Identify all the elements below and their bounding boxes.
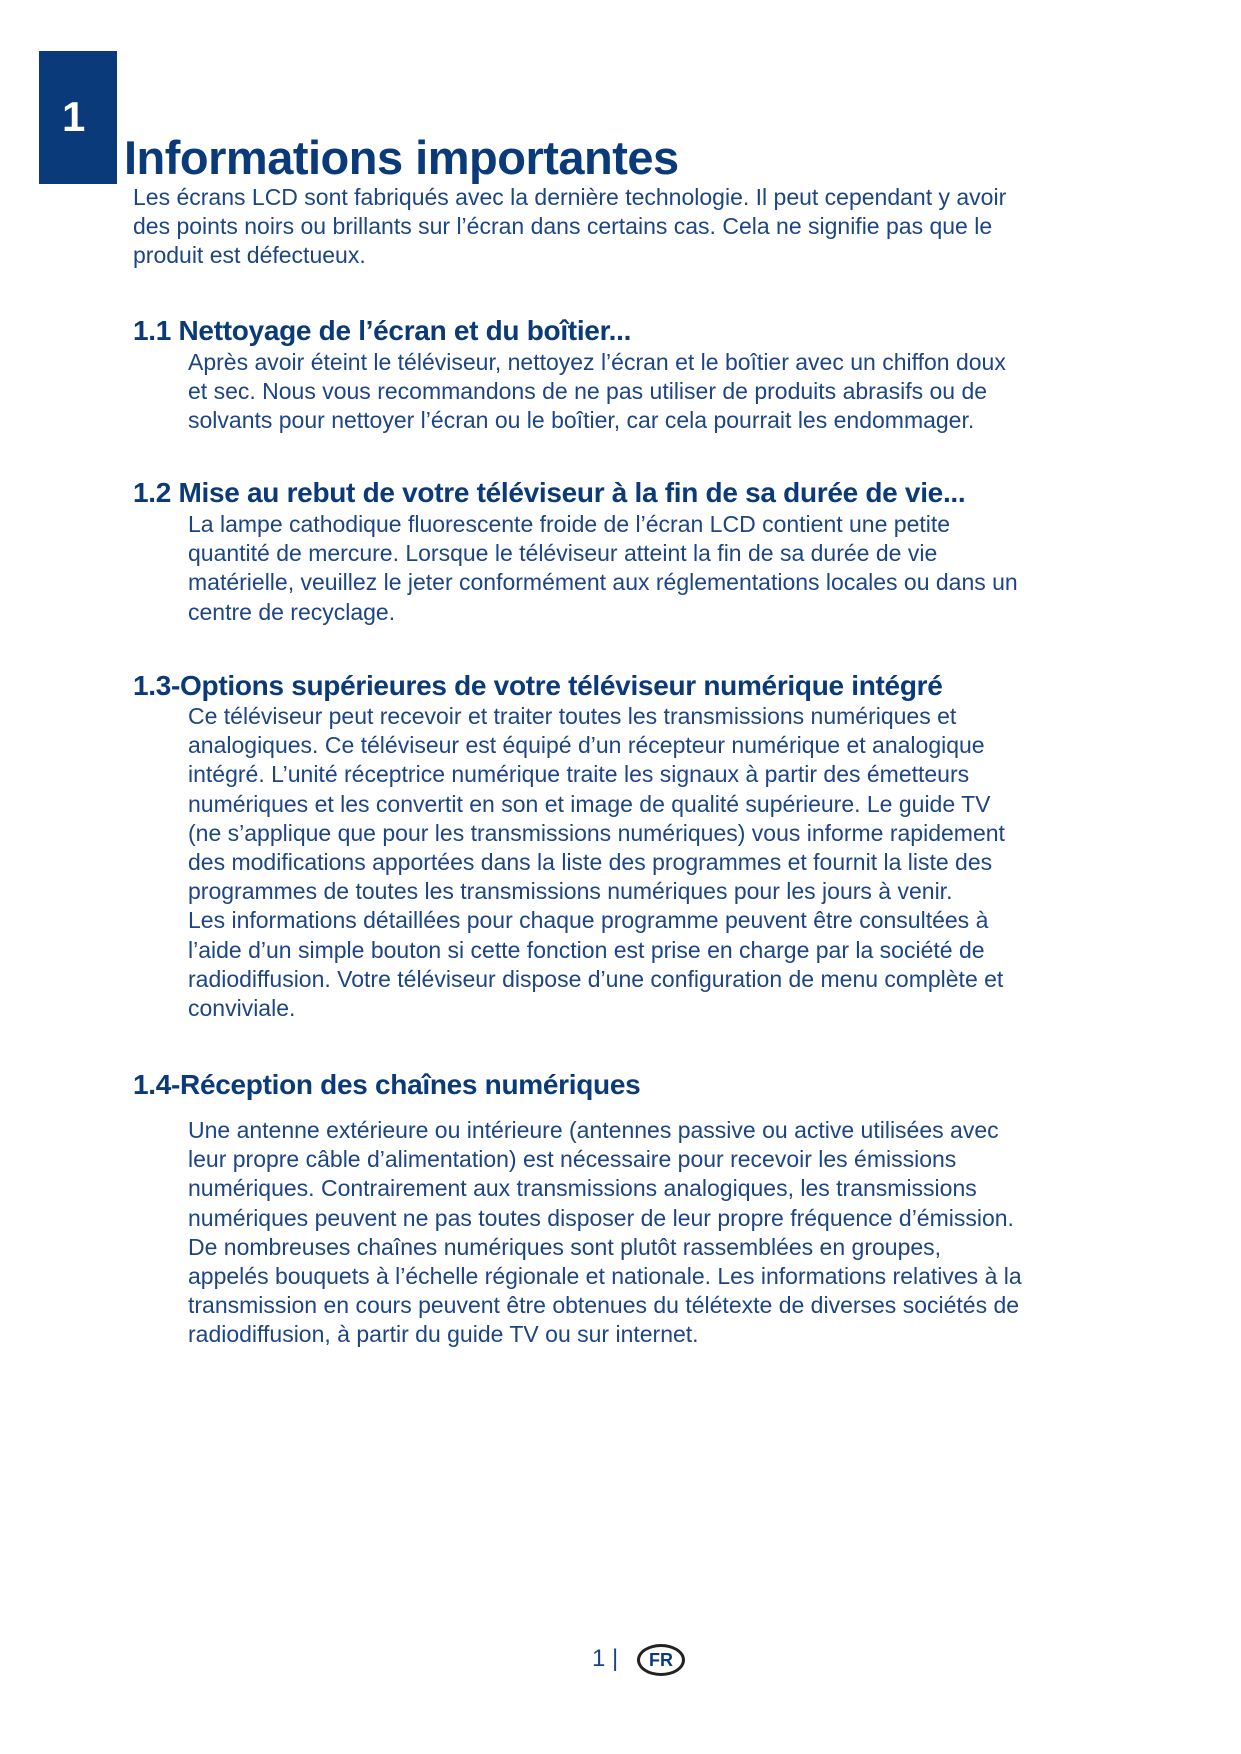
text-line: centre de recyclage. — [188, 598, 396, 625]
text-line: des modifications apportées dans la liste des programmes et fournit la liste des — [188, 848, 993, 875]
intro-paragraph — [133, 183, 1006, 271]
text-line: transmission en cours peuvent être obtenues du télétexte de diverses sociétés de — [188, 1292, 1020, 1319]
text-line: leur propre câble d’alimentation) est nécessaire pour recevoir les émissions — [188, 1146, 957, 1173]
text-line: De nombreuses chaînes numériques sont plutôt rassemblées en groupes, — [188, 1233, 942, 1260]
text-line: Ce téléviseur peut recevoir et traiter toutes les transmissions numériques et — [188, 703, 957, 729]
text-line: numériques peuvent ne pas toutes disposer de leur propre fréquence d’émission. — [188, 1204, 1014, 1231]
text-line: l’aide d’un simple bouton si cette fonction est prise en charge par la société de — [188, 936, 985, 963]
text-line: des points noirs ou brillants sur l’écran dans certains cas. Cela ne signifie pas que le — [133, 213, 993, 240]
text-line: analogiques. Ce téléviseur est équipé d’un récepteur numérique et analogique — [188, 732, 985, 759]
text-line: appelés bouquets à l’échelle régionale et nationale. Les informations relatives à la — [188, 1262, 1022, 1289]
text-line: conviviale. — [188, 994, 296, 1021]
text-line: radiodiffusion, à partir du guide TV ou sur internet. — [188, 1321, 699, 1348]
section-heading-1-4: 1.4-Réception des chaînes numériques — [133, 1069, 641, 1100]
text-line: quantité de mercure. Lorsque le téléviseur atteint la fin de sa durée de vie — [188, 540, 938, 567]
chapter-number: 1 — [62, 93, 86, 140]
section-body-1-4 — [188, 1116, 1022, 1350]
text-line: radiodiffusion. Votre téléviseur dispose d’une configuration de menu complète et — [188, 965, 1004, 992]
section-heading-1-3: 1.3-Options supérieures de votre téléviseur numérique intégré — [133, 670, 943, 701]
text-line: intégré. L’unité réceptrice numérique traite les signaux à partir des émetteurs — [188, 761, 970, 788]
section-body-1-2 — [188, 510, 1018, 627]
language-badge-icon: FR — [637, 1644, 685, 1676]
text-line: et sec. Nous vous recommandons de ne pas utiliser de produits abrasifs ou de — [188, 378, 988, 405]
section-body-1-1 — [188, 348, 1006, 436]
text-line: numériques et les convertit en son et image de qualité supérieure. Le guide TV — [188, 790, 991, 817]
page-number: 1 | — [592, 1645, 619, 1672]
section-heading-1-1: 1.1 Nettoyage de l’écran et du boîtier... — [133, 315, 632, 346]
text-line: Une antenne extérieure ou intérieure (antennes passive ou active utilisées avec — [188, 1117, 999, 1143]
section-heading-1-2: 1.2 Mise au rebut de votre téléviseur à la fin de sa durée de vie... — [133, 477, 966, 508]
text-line: programmes de toutes les transmissions numériques pour les jours à venir. — [188, 878, 953, 905]
text-line: Les informations détaillées pour chaque programme peuvent être consultées à — [188, 907, 989, 934]
text-line: produit est défectueux. — [133, 242, 366, 269]
text-line: Les écrans LCD sont fabriqués avec la dernière technologie. Il peut cependant y avoir — [133, 184, 1007, 210]
text-line: solvants pour nettoyer l’écran ou le boîtier, car cela pourrait les endommager. — [188, 407, 975, 434]
text-line: numériques. Contrairement aux transmissions analogiques, les transmissions — [188, 1175, 977, 1202]
section-body-1-3 — [188, 702, 1005, 1023]
text-line: La lampe cathodique fluorescente froide de l’écran LCD contient une petite — [188, 511, 951, 537]
text-line: Après avoir éteint le téléviseur, nettoyez l’écran et le boîtier avec un chiffon doux — [188, 349, 1006, 375]
text-line: (ne s’applique que pour les transmissions numériques) vous informe rapidement — [188, 819, 1005, 846]
text-line: matérielle, veuillez le jeter conformément aux réglementations locales ou dans un — [188, 569, 1018, 596]
page-title: Informations importantes — [124, 131, 679, 184]
